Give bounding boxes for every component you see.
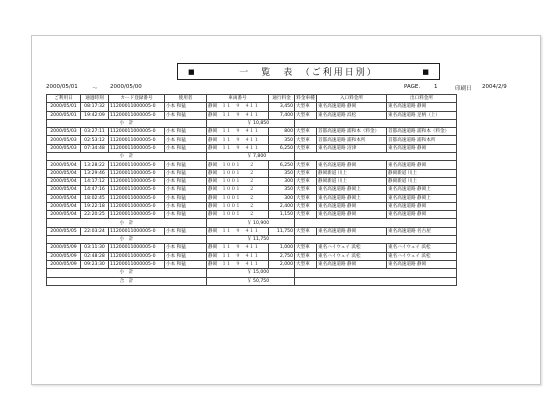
cell-vehicle: 静岡 １１ ９ ４１１ [207,103,269,111]
table-row [47,194,457,202]
cell-entrance: 東名高速道路 静岡 [317,211,387,219]
cell-user: 小本 和猛 [165,161,207,169]
cell-card-number: 11200011000005-0 [109,186,165,194]
table-row [47,111,457,119]
cell-time: 22:20:25 [81,211,109,219]
cell-vehicle: 静岡 １１ ９ ４１１ [207,111,269,119]
table-row [47,202,457,210]
cell-class: 大型車 [295,103,317,111]
cell-card-number: 11200011000005-0 [109,128,165,136]
cell-card-number: 11200011000005-0 [109,144,165,152]
cell-time: 22:03:24 [81,227,109,235]
cell-card-number: 11200011000005-0 [109,194,165,202]
cell-toll: 300 [269,177,295,185]
cell-entrance: 東名高速道路 浜松 [317,111,387,119]
cell-vehicle: 静岡 １１ ９ ４１１ [207,136,269,144]
cell-entrance: 東名ハイウェイ 浜松 [317,252,387,260]
subtotal-label: 小 計 [47,119,207,127]
cell-toll: 11,750 [269,227,295,235]
cell-toll: 300 [269,194,295,202]
cell-user: 小本 和猛 [165,144,207,152]
cell-card-number: 11200011000005-0 [109,161,165,169]
table-row [47,227,457,235]
cell-card-number: 11200011000005-0 [109,177,165,185]
cell-time: 03:11:30 [81,244,109,252]
cell-user: 小本 和猛 [165,111,207,119]
cell-class: 大型車 [295,252,317,260]
cell-date: 2000/05/04 [47,177,81,185]
cell-date: 2000/05/09 [47,244,81,252]
cell-date: 2000/05/04 [47,194,81,202]
cell-card-number: 11200011000005-0 [109,103,165,111]
cell-class: 大型車 [295,111,317,119]
cell-class: 大型車 [295,136,317,144]
cell-user: 小本 和猛 [165,211,207,219]
subtotal-label: 合 計 [47,277,207,285]
cell-toll: 800 [269,128,295,136]
date-range-to: 2000/05/00 [110,84,142,90]
subtotal-row [47,269,457,277]
cell-toll: 3,450 [269,103,295,111]
subtotal-amount: ￥ 50,750 [207,277,295,285]
col-header-toll: 通行料金 [269,95,295,103]
cell-exit: 東名高速道路 静岡 [387,260,457,268]
cell-time: 14:17:12 [81,177,109,185]
cell-card-number: 11200011000005-0 [109,252,165,260]
cell-time: 02:48:28 [81,252,109,260]
cell-entrance: 静岡新道 川上 [317,169,387,177]
table-row [47,177,457,185]
cell-user: 小本 和猛 [165,186,207,194]
cell-card-number: 11200011000005-0 [109,169,165,177]
cell-class: 大型車 [295,260,317,268]
cell-exit: 東名高速道路 静岡 [387,144,457,152]
subtotal-amount: ￥ 10,850 [207,119,295,127]
cell-class: 大型車 [295,161,317,169]
cell-entrance: 東名高速道路 静岡上 [317,186,387,194]
report-title: 一 覧 表 （ご利用日別） [239,68,378,78]
cell-date: 2000/05/03 [47,144,81,152]
cell-time: 02:53:12 [81,136,109,144]
cell-entrance: 東名ハイウェイ 浜松 [317,244,387,252]
cell-vehicle: 静岡 １００１ ２ [207,161,269,169]
cell-exit: 東名高速道路 静岡 [387,161,457,169]
cell-entrance: 東名高速道路 沼津 [317,144,387,152]
cell-card-number: 11200011000005-0 [109,202,165,210]
cell-date: 2000/05/03 [47,136,81,144]
cell-vehicle: 静岡 １００１ ２ [207,177,269,185]
cell-card-number: 11200011000005-0 [109,111,165,119]
print-date-label: 印刷日 [455,86,472,92]
cell-user: 小本 和猛 [165,194,207,202]
cell-entrance: 東名高速道路 静岡 [317,161,387,169]
cell-time: 19:22:18 [81,202,109,210]
cell-card-number: 11200011000005-0 [109,211,165,219]
cell-toll: 350 [269,136,295,144]
cell-card-number: 11200011000005-0 [109,227,165,235]
cell-exit: 東名高速道路 名古屋 [387,227,457,235]
subtotal-amount: ￥ 11,750 [207,236,295,244]
cell-card-number: 11200011000005-0 [109,260,165,268]
subtotal-blank [295,269,457,277]
page-number: 1 [434,84,438,90]
cell-toll: 7,400 [269,111,295,119]
cell-toll: 6,250 [269,161,295,169]
cell-exit: 東名ハイウェイ 浜松 [387,244,457,252]
subtotal-row [47,219,457,227]
cell-time: 13:29:46 [81,169,109,177]
cell-entrance: 東名高速道路 静岡 [317,260,387,268]
cell-vehicle: 静岡 １１ ９ ４１１ [207,128,269,136]
cell-exit: 東名ハイウェイ 浜松 [387,252,457,260]
report-page [31,35,541,385]
cell-class: 大型車 [295,227,317,235]
cell-time: 03:27:11 [81,128,109,136]
cell-vehicle: 静岡 １００１ ２ [207,194,269,202]
subtotal-blank [295,119,457,127]
cell-card-number: 11200011000005-0 [109,244,165,252]
cell-vehicle: 静岡 １１ ９ ４１１ [207,260,269,268]
cell-toll: 2,750 [269,252,295,260]
cell-time: 08:17:32 [81,103,109,111]
col-header-user: 使用者 [165,95,207,103]
col-header-vehicle: 車両番号 [207,95,269,103]
subtotal-row [47,153,457,161]
subtotal-label: 小 計 [47,153,207,161]
cell-class: 大型車 [295,202,317,210]
cell-time: 13:28:22 [81,161,109,169]
cell-date: 2000/05/04 [47,202,81,210]
cell-time: 19:42:09 [81,111,109,119]
cell-entrance: 首都高速道路 浦和本所 [317,136,387,144]
cell-class: 大型車 [295,169,317,177]
title-right-mark: ■ [422,67,429,76]
usage-table [46,94,457,286]
cell-date: 2000/05/03 [47,128,81,136]
print-date: 2004/2/9 [482,84,507,90]
cell-exit: 東名高速道路 静岡上 [387,194,457,202]
cell-entrance: 東名高速道路 静岡 [317,103,387,111]
cell-date: 2000/05/05 [47,227,81,235]
cell-class: 大型車 [295,177,317,185]
cell-class: 大型車 [295,128,317,136]
cell-class: 大型車 [295,244,317,252]
cell-time: 07:34:48 [81,144,109,152]
cell-entrance: 首都高速道路 浦和本（料金） [317,128,387,136]
cell-toll: 2,000 [269,260,295,268]
table-row [47,161,457,169]
cell-class: 大型車 [295,144,317,152]
subtotal-amount: ￥ 10,900 [207,219,295,227]
cell-user: 小本 和猛 [165,202,207,210]
cell-toll: 2,400 [269,202,295,210]
subtotal-row [47,236,457,244]
subtotal-amount: ￥ 15,000 [207,269,295,277]
cell-exit: 東名高速道路 静岡 [387,103,457,111]
col-header-exit: 出口料金所 [387,95,457,103]
cell-user: 小本 和猛 [165,260,207,268]
cell-date: 2000/05/09 [47,260,81,268]
cell-date: 2000/05/04 [47,161,81,169]
report-title-box [177,63,440,80]
cell-user: 小本 和猛 [165,252,207,260]
cell-vehicle: 静岡 １００１ ２ [207,169,269,177]
cell-toll: 350 [269,169,295,177]
cell-vehicle: 静岡 １１ ９ ４１１ [207,244,269,252]
cell-entrance: 静岡新道 川上 [317,177,387,185]
cell-date: 2000/05/04 [47,186,81,194]
subtotal-blank [295,236,457,244]
cell-entrance: 東名高速道路 静岡 [317,202,387,210]
cell-class: 大型車 [295,186,317,194]
title-left-mark: ■ [188,67,195,76]
subtotal-blank [295,277,457,285]
subtotal-blank [295,219,457,227]
cell-date: 2000/05/04 [47,211,81,219]
cell-exit: 首都高速道路 浦和本所 [387,136,457,144]
cell-user: 小本 和猛 [165,244,207,252]
table-header-row [47,95,457,103]
cell-time: 14:47:16 [81,186,109,194]
table-row [47,169,457,177]
subtotal-label: 小 計 [47,219,207,227]
table-row [47,244,457,252]
table-row [47,144,457,152]
col-header-time: 通過時刻 [81,95,109,103]
cell-entrance: 東名高速道路 静岡 [317,227,387,235]
cell-user: 小本 和猛 [165,128,207,136]
subtotal-label: 小 計 [47,269,207,277]
table-row [47,186,457,194]
cell-user: 小本 和猛 [165,136,207,144]
cell-time: 18:02:45 [81,194,109,202]
subtotal-row [47,277,457,285]
cell-card-number: 11200011000005-0 [109,136,165,144]
cell-toll: 350 [269,186,295,194]
cell-class: 大型車 [295,211,317,219]
cell-exit: 首都高速道路 浦和本（料金） [387,128,457,136]
subtotal-blank [295,153,457,161]
cell-exit: 静岡新道 川上 [387,177,457,185]
cell-time: 09:23:30 [81,260,109,268]
cell-vehicle: 静岡 １１ ９ ４１１ [207,144,269,152]
cell-exit: 東名高速道路 静岡上 [387,186,457,194]
cell-date: 2000/05/01 [47,103,81,111]
table-row [47,128,457,136]
table-row [47,136,457,144]
col-header-entrance: 入口料金所 [317,95,387,103]
cell-toll: 1,000 [269,244,295,252]
table-row [47,252,457,260]
cell-entrance: 東名高速道路 静岡上 [317,194,387,202]
cell-user: 小本 和猛 [165,169,207,177]
subtotal-label: 小 計 [47,236,207,244]
cell-vehicle: 静岡 １００１ ２ [207,186,269,194]
col-header-date: ご利用日 [47,95,81,103]
table-row [47,211,457,219]
subtotal-amount: ￥ 7,800 [207,153,295,161]
cell-exit: 東名高速道路 静岡 [387,211,457,219]
table-row [47,103,457,111]
date-range-separator: ～ [92,86,98,92]
cell-toll: 6,250 [269,144,295,152]
cell-exit: 東名高速道路 静岡 [387,202,457,210]
cell-date: 2000/05/04 [47,169,81,177]
cell-toll: 1,150 [269,211,295,219]
cell-vehicle: 静岡 １００１ ２ [207,202,269,210]
col-header-class: 料金車種 [296,96,315,102]
cell-user: 小本 和猛 [165,227,207,235]
cell-vehicle: 静岡 １１ ９ ４１１ [207,252,269,260]
page-label: PAGE. [404,84,421,90]
cell-class: 大型車 [295,194,317,202]
cell-exit: 静岡新道 川上 [387,169,457,177]
cell-vehicle: 静岡 １００１ ２ [207,211,269,219]
cell-vehicle: 静岡 １１ ９ ４１１ [207,227,269,235]
col-header-card-number: カード登録番号 [109,95,165,103]
date-range-from: 2000/05/01 [46,84,78,90]
subtotal-row [47,119,457,127]
cell-date: 2000/05/01 [47,111,81,119]
cell-user: 小本 和猛 [165,177,207,185]
cell-exit: 東名高速道路 足柄（上） [387,111,457,119]
cell-user: 小本 和猛 [165,103,207,111]
cell-date: 2000/05/09 [47,252,81,260]
table-row [47,260,457,268]
